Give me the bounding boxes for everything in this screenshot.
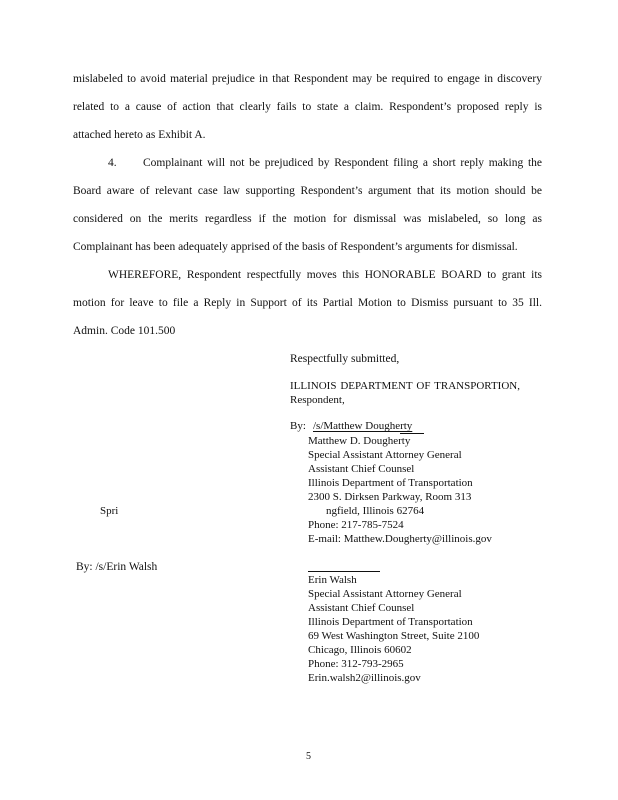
body-line-8: WHEREFORE, Respondent respectfully moves this HONORABLE BOARD to grant its: [108, 269, 542, 281]
body-line-7: Complainant has been adequately apprised of the basis of Respondent’s arguments for dismissal.: [73, 241, 518, 253]
body-line-9: motion for leave to file a Reply in Support of its Partial Motion to Dismiss pursuant to 35 Ill.: [73, 297, 542, 309]
signer1-city-prefix: Spri: [100, 505, 119, 517]
signer2-signature-rule: [308, 571, 380, 572]
body-line-3: attached hereto as Exhibit A.: [73, 129, 206, 141]
signer2-city: Chicago, Illinois 60602: [308, 644, 412, 656]
signer2-email: Erin.walsh2@illinois.gov: [308, 672, 421, 684]
signer2-by-line: By: /s/Erin Walsh: [76, 561, 158, 573]
signer1-city: ngfield, Illinois 62764: [326, 505, 425, 517]
party-role: Respondent,: [290, 394, 345, 406]
signer1-phone: Phone: 217-785-7524: [308, 519, 404, 531]
body-line-6: considered on the merits regardless if the motion for dismissal was mislabeled, so long as: [73, 213, 542, 225]
signer1-org: Illinois Department of Transportation: [308, 477, 473, 489]
signer1-name: Matthew D. Dougherty: [308, 435, 411, 447]
signer2-phone: Phone: 312-793-2965: [308, 658, 404, 670]
page-number: 5: [306, 751, 311, 762]
signer1-title1: Special Assistant Attorney General: [308, 449, 462, 461]
respectfully-submitted: Respectfully submitted,: [290, 353, 400, 365]
signer2-title2: Assistant Chief Counsel: [308, 602, 415, 614]
signer1-by-label: By:: [290, 420, 306, 432]
body-line-2: related to a cause of action that clearly fails to state a claim. Respondent’s proposed reply is: [73, 101, 542, 113]
signer2-name: Erin Walsh: [308, 574, 357, 586]
signer2-title1: Special Assistant Attorney General: [308, 588, 462, 600]
paragraph-number: 4.: [108, 157, 117, 169]
body-line-5: Board aware of relevant case law supporting Respondent’s argument that its motion should be: [73, 185, 542, 197]
signer1-signature: /s/Matthew Dougherty: [313, 420, 413, 432]
signer1-title2: Assistant Chief Counsel: [308, 463, 415, 475]
signer1-signature-rule: [400, 433, 424, 434]
body-line-10: Admin. Code 101.500: [73, 325, 176, 337]
signer1-address: 2300 S. Dirksen Parkway, Room 313: [308, 491, 472, 503]
signer2-address: 69 West Washington Street, Suite 2100: [308, 630, 480, 642]
signer1-email: E-mail: Matthew.Dougherty@illinois.gov: [308, 533, 492, 545]
party-name: ILLINOIS DEPARTMENT OF TRANSPORTION,: [290, 380, 520, 392]
signer2-org: Illinois Department of Transportation: [308, 616, 473, 628]
body-line-4: Complainant will not be prejudiced by Respondent filing a short reply making the: [143, 157, 542, 169]
body-line-1: mislabeled to avoid material prejudice in that Respondent may be required to engage in discovery: [73, 73, 542, 85]
